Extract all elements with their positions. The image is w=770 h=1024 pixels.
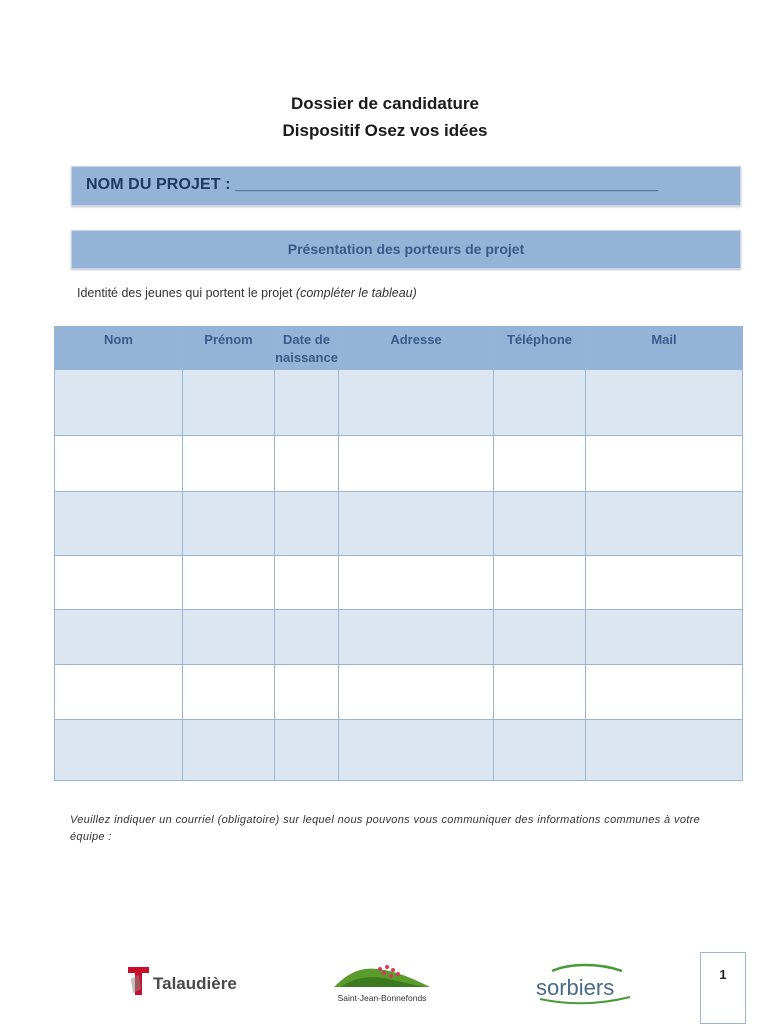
table-row xyxy=(55,720,743,781)
table-cell[interactable] xyxy=(494,665,586,720)
table-row xyxy=(55,436,743,492)
table-cell[interactable] xyxy=(183,370,275,436)
table-cell[interactable] xyxy=(183,436,275,492)
table-cell[interactable] xyxy=(183,492,275,556)
table-cell[interactable] xyxy=(494,556,586,610)
table-cell[interactable] xyxy=(586,610,743,665)
table-cell[interactable] xyxy=(275,556,339,610)
table-row xyxy=(55,610,743,665)
sorbiers-logo-text: sorbiers xyxy=(536,975,615,1000)
talaudiere-logo xyxy=(125,955,240,1007)
title-line-2: Dispositif Osez vos idées xyxy=(282,121,488,140)
table-cell[interactable] xyxy=(55,720,183,781)
table-cell[interactable] xyxy=(183,610,275,665)
participants-table xyxy=(54,326,743,781)
table-cell[interactable] xyxy=(586,436,743,492)
table-cell[interactable] xyxy=(586,665,743,720)
page-number: 1 xyxy=(719,967,727,982)
table-cell[interactable] xyxy=(55,436,183,492)
table-cell[interactable] xyxy=(339,610,494,665)
col-header-telephone: Téléphone xyxy=(494,327,586,370)
table-cell[interactable] xyxy=(55,492,183,556)
table-row xyxy=(55,370,743,436)
project-name-band xyxy=(71,166,741,206)
table-cell[interactable] xyxy=(586,370,743,436)
saint-jean-bonnefonds-logo-text: Saint-Jean-Bonnefonds xyxy=(337,993,427,1003)
table-cell[interactable] xyxy=(183,665,275,720)
sorbiers-logo xyxy=(530,955,640,1007)
col-header-nom: Nom xyxy=(55,327,183,370)
table-cell[interactable] xyxy=(339,370,494,436)
table-cell[interactable] xyxy=(339,665,494,720)
table-cell[interactable] xyxy=(55,556,183,610)
table-cell[interactable] xyxy=(55,370,183,436)
table-header-row xyxy=(55,327,743,370)
table-cell[interactable] xyxy=(275,610,339,665)
intro-hint: (compléter le tableau) xyxy=(295,286,417,300)
table-cell[interactable] xyxy=(339,556,494,610)
talaudiere-logo-text: Talaudière xyxy=(153,974,237,993)
intro-text xyxy=(77,286,417,300)
table-cell[interactable] xyxy=(275,436,339,492)
page-number-box xyxy=(700,952,746,1024)
section-band xyxy=(71,230,741,269)
table-cell[interactable] xyxy=(494,492,586,556)
table-row xyxy=(55,492,743,556)
table-cell[interactable] xyxy=(494,610,586,665)
table-cell[interactable] xyxy=(275,492,339,556)
table-cell[interactable] xyxy=(586,720,743,781)
table-cell[interactable] xyxy=(586,492,743,556)
section-title: Présentation des porteurs de projet xyxy=(287,241,525,257)
col-header-prenom: Prénom xyxy=(183,327,275,370)
table-cell[interactable] xyxy=(275,370,339,436)
table-cell[interactable] xyxy=(339,720,494,781)
email-instruction: Veuillez indiquer un courriel (obligatoire) sur lequel nous pouvons vous communiquer des informations communes à votre équipe : xyxy=(70,814,700,843)
col-header-mail: Mail xyxy=(586,327,743,370)
document-title xyxy=(0,90,770,144)
table-cell[interactable] xyxy=(339,436,494,492)
table-cell[interactable] xyxy=(183,556,275,610)
table-cell[interactable] xyxy=(275,665,339,720)
table-cell[interactable] xyxy=(339,492,494,556)
table-cell[interactable] xyxy=(494,720,586,781)
col-header-adresse: Adresse xyxy=(339,327,494,370)
table-cell[interactable] xyxy=(275,720,339,781)
table-cell[interactable] xyxy=(494,436,586,492)
table-cell[interactable] xyxy=(183,720,275,781)
saint-jean-bonnefonds-logo xyxy=(330,955,435,1007)
col-header-date-naissance: Date de naissance xyxy=(275,327,339,370)
table-row xyxy=(55,556,743,610)
intro-main: Identité des jeunes qui portent le projet xyxy=(77,286,296,300)
title-line-1: Dossier de candidature xyxy=(290,94,479,113)
table-cell[interactable] xyxy=(494,370,586,436)
table-cell[interactable] xyxy=(55,665,183,720)
project-name-label: NOM DU PROJET : _______________________________________________ xyxy=(86,176,659,193)
table-cell[interactable] xyxy=(55,610,183,665)
table-row xyxy=(55,665,743,720)
table-cell[interactable] xyxy=(586,556,743,610)
